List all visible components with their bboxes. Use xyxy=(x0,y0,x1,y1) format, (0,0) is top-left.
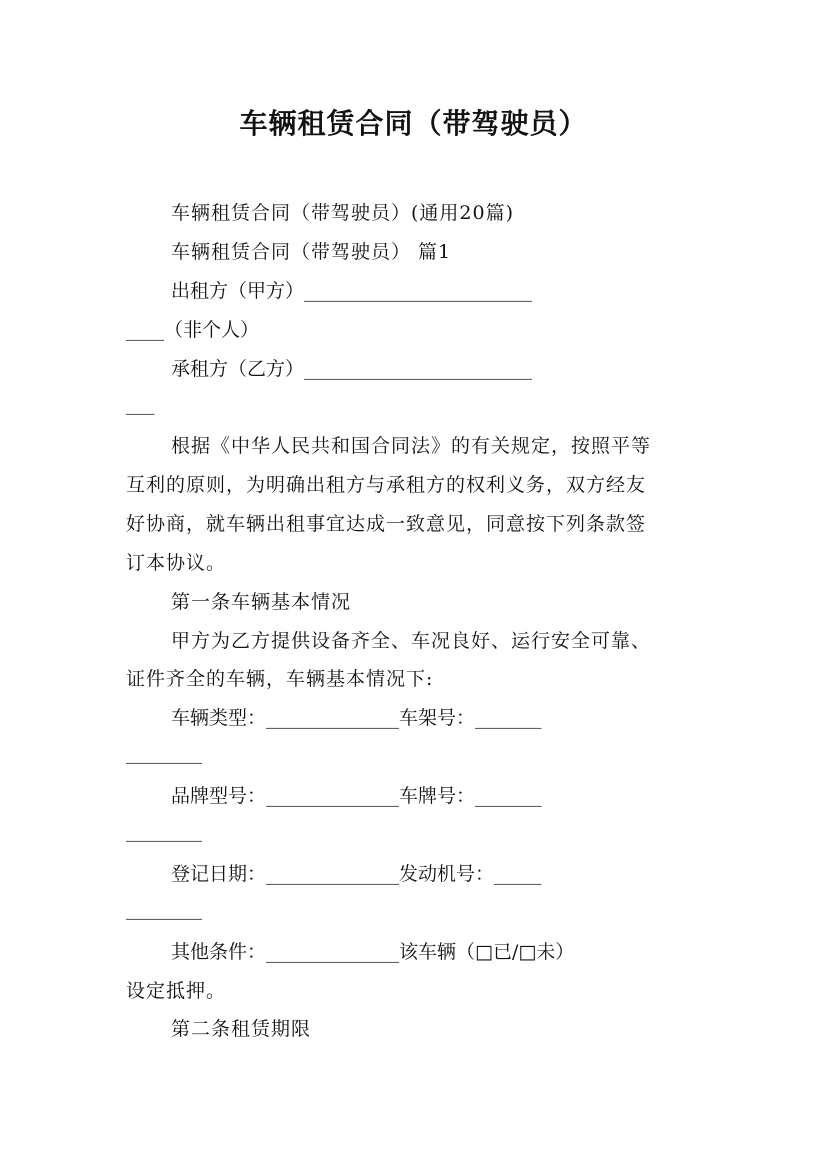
section-heading: 第二条租赁期限 xyxy=(171,1018,312,1040)
paragraph-line: 好协商，就车辆出租事宜达成一致意见，同意按下列条款签 xyxy=(126,513,647,535)
vehicle-type-line-cont: ________ xyxy=(126,742,202,764)
paragraph-line: 甲方为乙方提供设备齐全、车况良好、运行安全可靠、 xyxy=(171,630,652,652)
vehicle-type-line: 车辆类型：______________车架号：_______ xyxy=(171,707,542,729)
lessee-line: 承租方（乙方）________________________ xyxy=(171,358,533,380)
lessee-line-cont: ___ xyxy=(126,393,155,415)
paragraph-line: 互利的原则，为明确出租方与承租方的权利义务，双方经友 xyxy=(126,474,647,496)
section-heading: 第一条车辆基本情况 xyxy=(171,591,352,613)
lessor-line-cont: ____（非个人） xyxy=(126,319,260,341)
other-conditions-line: 其他条件：______________该车辆（□已/□未） xyxy=(171,941,575,963)
registration-date-line: 登记日期：______________发动机号：_____ xyxy=(171,863,542,885)
lessor-line: 出租方（甲方）________________________ xyxy=(171,280,533,302)
subtitle: 车辆租赁合同（带驾驶员）(通用20篇) xyxy=(171,202,515,224)
brand-model-line-cont: ________ xyxy=(126,820,202,842)
paragraph-line: 订本协议。 xyxy=(126,552,227,574)
registration-date-line-cont: ________ xyxy=(126,898,202,920)
paragraph-line: 根据《中华人民共和国合同法》的有关规定，按照平等 xyxy=(171,435,652,457)
brand-model-line: 品牌型号：______________车牌号：_______ xyxy=(171,785,542,807)
document-title: 车辆租赁合同（带驾驶员） xyxy=(239,107,588,140)
paragraph-line: 证件齐全的车辆，车辆基本情况下: xyxy=(126,668,434,690)
chapter-heading: 车辆租赁合同（带驾驶员） 篇1 xyxy=(171,241,452,263)
mortgage-line: 设定抵押。 xyxy=(126,980,227,1002)
